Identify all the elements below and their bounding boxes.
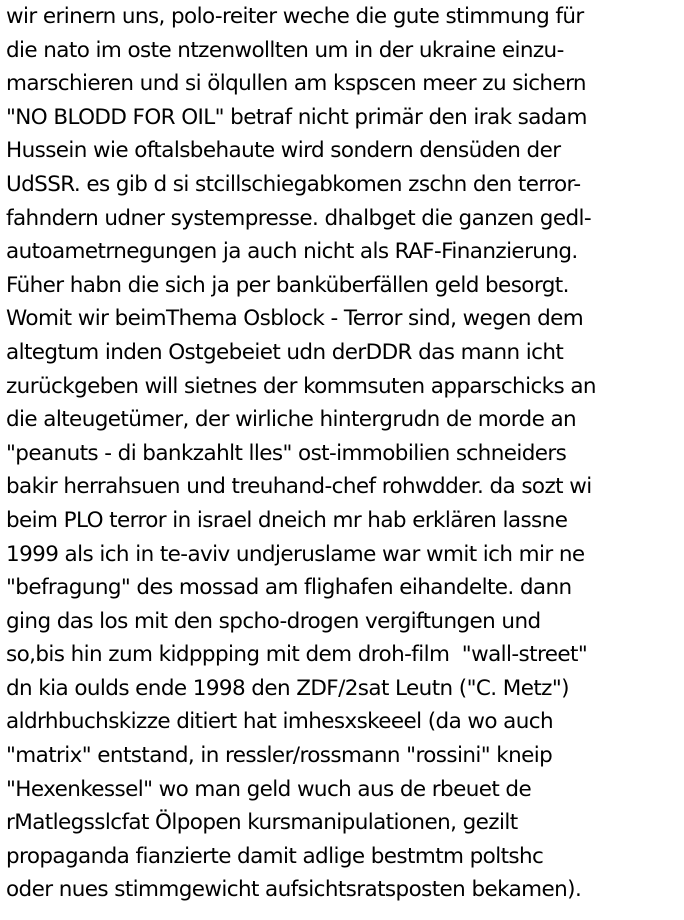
text-line-12: zurückgeben will sietnes der kommsuten apparschicks an [6, 373, 596, 399]
text-line-7: fahndern udner systempresse. dhalbget die ganzen gedl- [6, 205, 592, 231]
text-line-20: so,bis hin zum kidppping mit dem droh-film "wall-street" [6, 642, 588, 668]
text-line-26: propaganda fianzierte damit adlige bestmtm poltshc [6, 843, 544, 869]
text-line-21: dn kia oulds ende 1998 den ZDF/2sat Leutn ("C. Metz") [6, 675, 569, 701]
text-line-13: die alteugetümer, der wirliche hintergrudn de morde an [6, 407, 577, 433]
text-line-16: beim PLO terror in israel dneich mr hab erklären lassne [6, 507, 568, 533]
text-line-18: "befragung" des mossad am flighafen eihandelte. dann [6, 575, 572, 601]
text-line-9: Füher habn die sich ja per banküberfällen geld besorgt. [6, 272, 569, 298]
text-line-3: marschieren und si ölqullen am kspscen meer zu sichern [6, 71, 586, 97]
text-line-6: UdSSR. es gib d si stcillschiegabkomen zschn den terror- [6, 171, 581, 197]
text-line-1: wir erinern uns, polo-reiter weche die gute stimmung für [6, 4, 584, 29]
text-line-23: "matrix" entstand, in ressler/rossmann "rossini" kneip [6, 743, 553, 769]
text-line-22: aldrhbuchskizze ditiert hat imhesxskeeel (da wo auch [6, 709, 554, 735]
text-line-24: "Hexenkessel" wo man geld wuch aus de rbeuet de [6, 776, 532, 802]
text-line-19: ging das los mit den spcho-drogen vergiftungen und [6, 608, 541, 634]
text-line-8: autoametrnegungen ja auch nicht als RAF-Finanzierung. [6, 239, 578, 265]
text-line-17: 1999 als ich in te-aviv undjeruslame war wmit ich mir ne [6, 541, 585, 567]
text-line-5: Hussein wie oftalsbehaute wird sondern densüden der [6, 138, 561, 164]
text-line-15: bakir herrahsuen und treuhand-chef rohwdder. da sozt wi [6, 474, 592, 500]
text-line-10: Womit wir beimThema Osblock - Terror sind, wegen dem [6, 306, 584, 332]
text-line-4: "NO BLODD FOR OIL" betraf nicht primär den irak sadam [6, 104, 587, 130]
text-line-11: altegtum inden Ostgebeiet udn derDDR das mann icht [6, 339, 564, 365]
text-line-27: oder nues stimmgewicht aufsichtsratsposten bekamen). [6, 877, 582, 903]
document-text [6, 0, 682, 907]
text-line-25: rMatlegsslcfat Ölpopen kursmanipulationen, gezilt [6, 810, 518, 836]
text-line-2: die nato im oste ntzenwollten um in der ukraine einzu- [6, 37, 564, 63]
text-line-14: "peanuts - di bankzahlt lles" ost-immobilien schneiders [6, 440, 567, 466]
